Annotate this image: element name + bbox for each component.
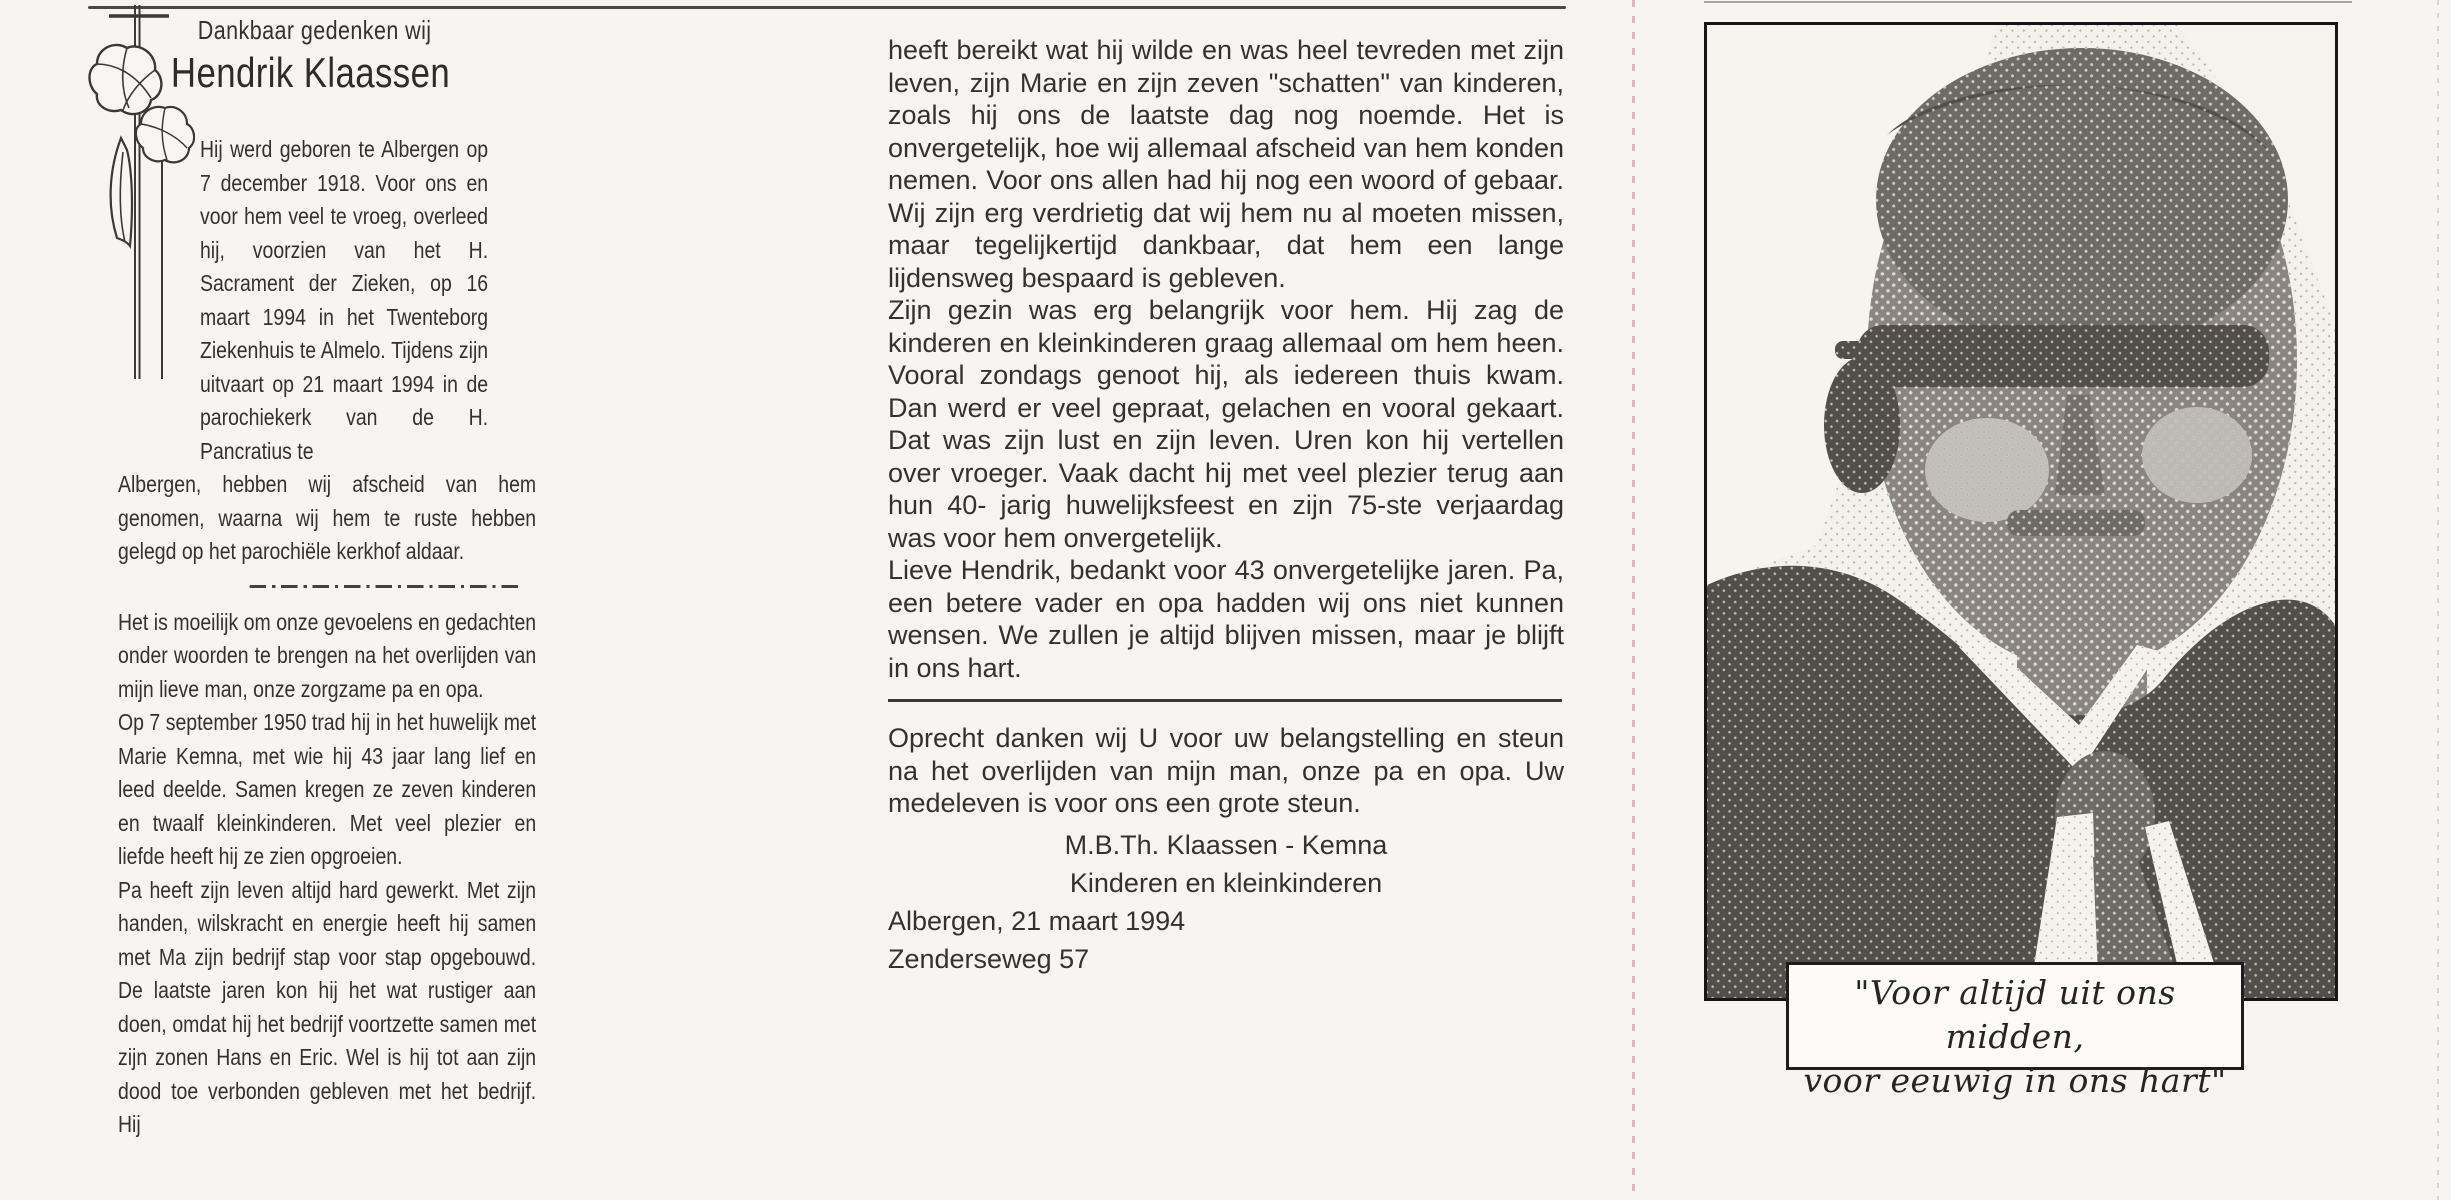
middle-page-column bbox=[888, 0, 1564, 978]
deceased-name: Hendrik Klaassen bbox=[170, 48, 451, 96]
memorial-paragraph-marriage: Op 7 september 1950 trad hij in het huwelijk met Marie Kemna, met wie hij 43 jaar lang lief en leed deelde. Samen kregen ze zeven kinderen en twaalf kleinkinderen. Met veel plezier en liefde heeft hij ze zien opgroeien. bbox=[118, 709, 537, 869]
quote-line-1: "Voor altijd uit ons midden, bbox=[1854, 973, 2176, 1056]
thanks-divider-line bbox=[888, 699, 1562, 702]
quote-line-2: voor eeuwig in ons hart" bbox=[1803, 1061, 2227, 1100]
portrait-photo bbox=[1704, 22, 2338, 1001]
address-line: Zenderseweg 57 bbox=[888, 943, 1090, 974]
place-date-line: Albergen, 21 maart 1994 bbox=[888, 905, 1186, 936]
signature-widow: M.B.Th. Klaassen - Kemna bbox=[1064, 829, 1388, 860]
left-page-column bbox=[118, 0, 536, 1142]
portrait-halftone-image bbox=[1707, 25, 2335, 998]
fold-crease-line bbox=[1632, 0, 1635, 1200]
memorial-paragraph-work: Pa heeft zijn leven altijd hard gewerkt. Met zijn handen, wilskracht en energie heeft hij samen met Ma zijn bedrijf stap voor stap opgebouwd. De laatste jaren kon hij het wat rustiger aan doen, omdat hij het bedrijf voortzette samen met zijn zonen Hans en Eric. Wel is hij tot aan zijn dood toe verbonden gebleven met het bedrijf. Hij bbox=[118, 876, 537, 1137]
memorial-paragraph-family: Zijn gezin was erg belangrijk voor hem. Hij zag de kinderen en kleinkinderen graag allemaal om hem heen. Vooral zondags genoot hij, als iedereen thuis kwam. Dan werd er veel gepraat, gelachen en vooral gekaart. Dat was zijn lust en zijn leven. Uren kon hij vertellen over vroeger. Vaak dacht hij met veel plezier terug aan hun 40- jarig huwelijksfeest en zijn 75-ste verjaardag was voor hem onvergetelijk. bbox=[888, 295, 1564, 553]
memorial-paragraph-farewell: Lieve Hendrik, bedankt voor 43 onvergetelijke jaren. Pa, een betere vader en opa hadden wij ons niet kunnen wensen. We zullen je altijd blijven missen, maar je blijft in ons hart. bbox=[888, 555, 1564, 683]
right-paper-edge bbox=[2437, 0, 2439, 1200]
photo-page-top-edge bbox=[1704, 1, 2352, 3]
intro-line: Dankbaar gedenken wij bbox=[197, 15, 432, 45]
bio-paragraph-funeral: Albergen, hebben wij afscheid van hem genomen, waarna wij hem te ruste hebben gelegd op het parochiële kerkhof aldaar. bbox=[118, 471, 537, 564]
dash-dot-divider bbox=[250, 585, 523, 588]
signature-children: Kinderen en kleinkinderen bbox=[1069, 867, 1383, 898]
bio-paragraph-birth: Hij werd geboren te Albergen op 7 december 1918. Voor ons en voor hem veel te vroeg, overleed hij, voorzien van het H. Sacrament der Zieken, op 16 maart 1994 in het Twenteborg Ziekenhuis te Almelo. Tijdens zijn uitvaart op 21 maart 1994 in de parochiekerk van de H. Pancratius te bbox=[199, 136, 489, 464]
thanks-paragraph: Oprecht danken wij U voor uw belangstelling en steun na het overlijden van mijn man, onze pa en opa. Uw medeleven is voor ons een grote steun. bbox=[888, 723, 1564, 818]
memorial-paragraph-feelings: Het is moeilijk om onze gevoelens en gedachten onder woorden te brengen na het overlijden van mijn lieve man, onze zorgzame pa en opa. bbox=[118, 608, 537, 702]
memorial-quote bbox=[1786, 962, 2244, 1100]
memorial-paragraph-contentment: heeft bereikt wat hij wilde en was heel tevreden met zijn leven, zijn Marie en zijn zeven "schatten" van kinderen, zoals hij ons de laatste dag nog noemde. Het is onvergetelijk, hoe wij allemaal afscheid van hem konden nemen. Voor ons allen had hij nog een woord of gebaar. Wij zijn erg verdrietig dat wij hem nu al moeten missen, maar tegelijkertijd dankbaar, dat hem een lange lijdensweg bespaard is gebleven. bbox=[888, 35, 1564, 293]
